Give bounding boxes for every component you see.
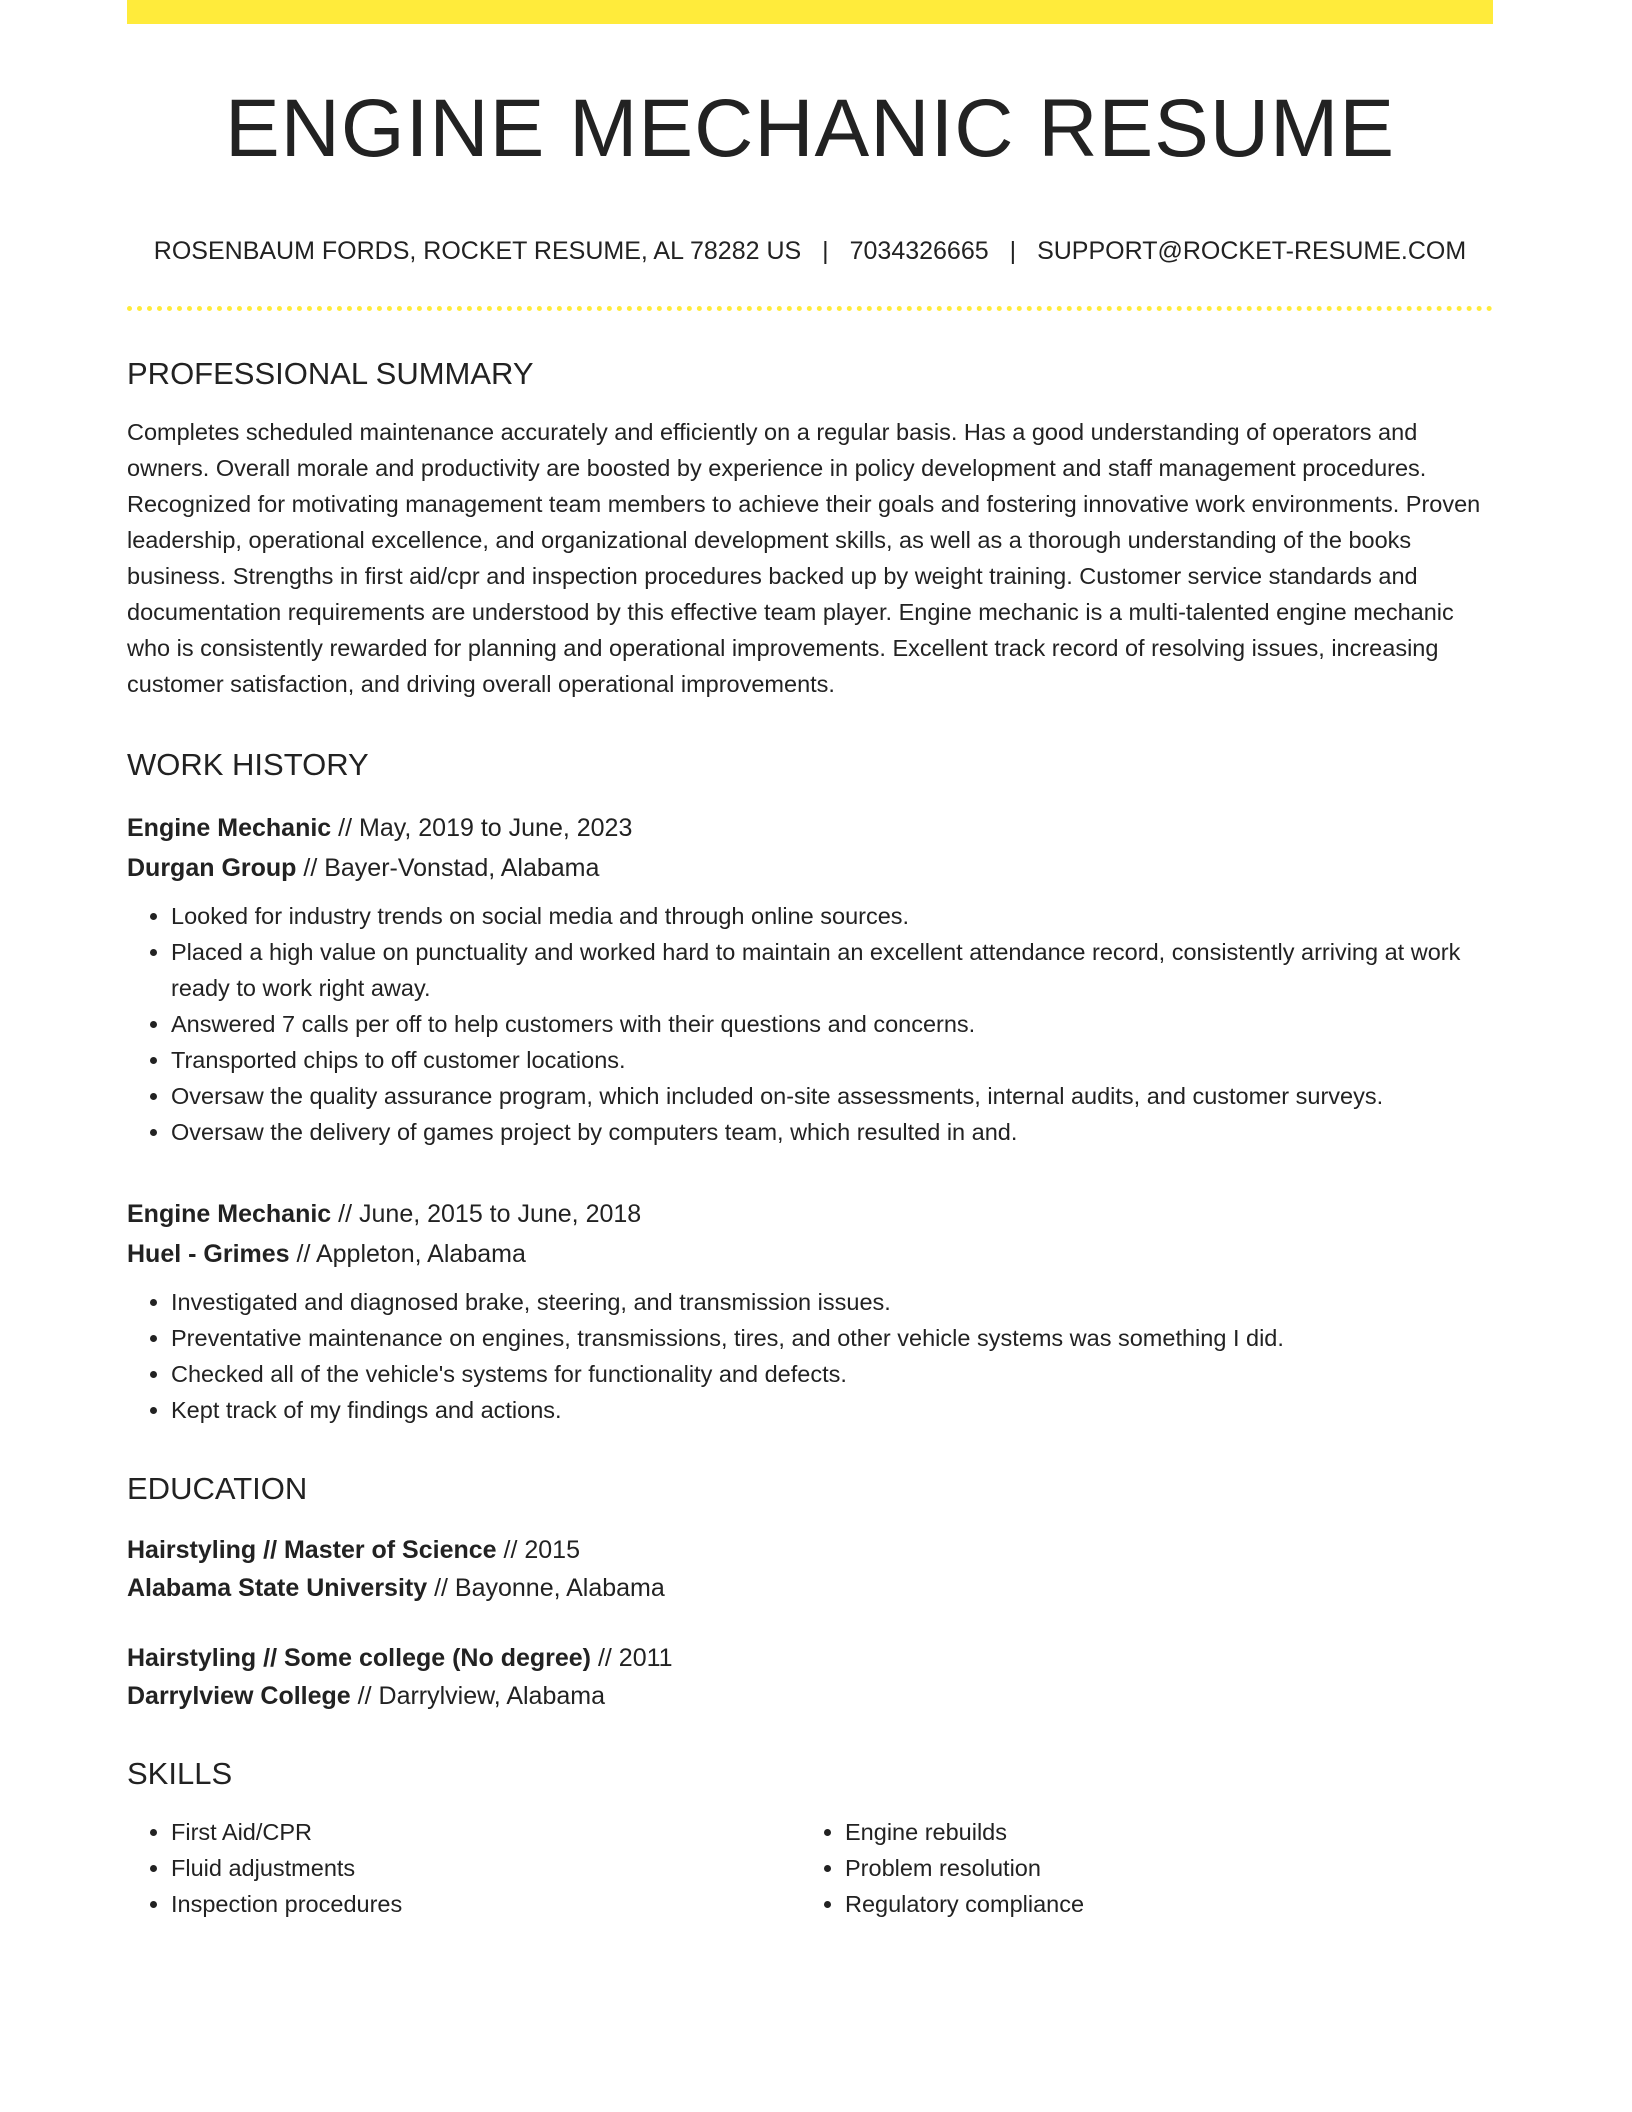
education-degree: Hairstyling // Some college (No degree) xyxy=(127,1643,592,1672)
job-location: // Bayer-Vonstad, Alabama xyxy=(303,853,600,882)
education-heading: EDUCATION xyxy=(127,1470,308,1506)
skills-left-column xyxy=(127,1814,801,1922)
summary-heading: PROFESSIONAL SUMMARY xyxy=(127,356,534,392)
job-dates: // May, 2019 to June, 2023 xyxy=(338,813,633,842)
job-bullets xyxy=(127,898,1493,1150)
education-school: Darrylview College xyxy=(127,1681,351,1710)
contact-line xyxy=(127,236,1493,266)
education-year: // 2015 xyxy=(503,1535,580,1564)
contact-email: SUPPORT@ROCKET-RESUME.COM xyxy=(1037,237,1467,266)
contact-address: ROSENBAUM FORDS, ROCKET RESUME, AL 78282 US xyxy=(153,237,802,266)
skills-columns xyxy=(127,1814,1493,1922)
job-title-line xyxy=(127,808,1493,848)
job-bullet: • Preventative maintenance on engines, transmissions, tires, and other vehicle systems was something I did. xyxy=(171,1320,1493,1356)
job-title: Engine Mechanic xyxy=(127,1199,332,1228)
job-company: Durgan Group xyxy=(127,853,297,882)
job-entry xyxy=(127,1194,1493,1428)
skill-item: • Inspection procedures xyxy=(171,1886,801,1922)
skills-heading: SKILLS xyxy=(127,1755,233,1791)
job-bullet: • Looked for industry trends on social media and through online sources. xyxy=(171,898,1493,934)
resume-title: ENGINE MECHANIC RESUME xyxy=(224,83,1396,174)
education-degree: Hairstyling // Master of Science xyxy=(127,1535,497,1564)
education-degree-line xyxy=(127,1531,1493,1569)
skills-right-column xyxy=(801,1814,1475,1922)
job-location: // Appleton, Alabama xyxy=(296,1239,526,1268)
education-location: // Darrylview, Alabama xyxy=(357,1681,605,1710)
job-entry xyxy=(127,808,1493,1150)
education-school-line xyxy=(127,1569,1493,1607)
job-company: Huel - Grimes xyxy=(127,1239,290,1268)
job-bullet: • Oversaw the delivery of games project by computers team, which resulted in and. xyxy=(171,1114,1493,1150)
job-bullet: • Placed a high value on punctuality and worked hard to maintain an excellent attendance record, consistently arriving at work ready to work right away. xyxy=(171,934,1493,1006)
contact-phone: 7034326665 xyxy=(849,237,989,266)
work-history-heading: WORK HISTORY xyxy=(127,747,369,783)
education-degree-line xyxy=(127,1639,1493,1677)
dotted-divider xyxy=(127,306,1493,311)
skill-item: • Regulatory compliance xyxy=(845,1886,1475,1922)
skill-item: • Problem resolution xyxy=(845,1850,1475,1886)
job-bullet: • Answered 7 calls per off to help customers with their questions and concerns. xyxy=(171,1006,1493,1042)
skills-section xyxy=(127,1755,1493,1922)
summary-text: Completes scheduled maintenance accurately and efficiently on a regular basis. Has a good understanding of operators and owners. Overall morale and productivity are boosted by experience in policy development and staff management procedures. Recognized for motivating management team members to achieve their goals and fostering innovative work environments. Proven leadership, operational excellence, and organizational development skills, as well as a thorough understanding of the books business. Strengths in first aid/cpr and inspection procedures backed up by weight training. Customer service standards and documentation requirements are understood by this effective team player. Engine mechanic is a multi-talented engine mechanic who is consistently rewarded for planning and operational improvements. Excellent track record of resolving issues, increasing customer satisfaction, and driving overall operational improvements. xyxy=(127,419,1481,698)
contact-separator: | xyxy=(822,237,829,266)
resume-page xyxy=(127,0,1493,1922)
education-entry xyxy=(127,1639,1493,1715)
top-accent-bar xyxy=(127,0,1493,24)
job-company-line xyxy=(127,1234,1493,1274)
education-location: // Bayonne, Alabama xyxy=(434,1573,665,1602)
skill-item: • Fluid adjustments xyxy=(171,1850,801,1886)
education-school-line xyxy=(127,1677,1493,1715)
job-title: Engine Mechanic xyxy=(127,813,332,842)
job-bullets xyxy=(127,1284,1493,1428)
job-bullet: • Transported chips to off customer locations. xyxy=(171,1042,1493,1078)
education-section xyxy=(127,1470,1493,1715)
job-dates: // June, 2015 to June, 2018 xyxy=(338,1199,642,1228)
contact-separator: | xyxy=(1009,237,1017,266)
education-year: // 2011 xyxy=(597,1643,673,1672)
skill-item: • First Aid/CPR xyxy=(171,1814,801,1850)
job-company-line xyxy=(127,848,1493,888)
job-bullet: • Checked all of the vehicle's systems for functionality and defects. xyxy=(171,1356,1493,1392)
skill-item: • Engine rebuilds xyxy=(845,1814,1475,1850)
job-title-line xyxy=(127,1194,1493,1234)
job-bullet: • Oversaw the quality assurance program, which included on-site assessments, internal audits, and customer surveys. xyxy=(171,1078,1493,1114)
work-history-section xyxy=(127,746,1493,1427)
job-bullet: • Kept track of my findings and actions. xyxy=(171,1392,1493,1428)
summary-section xyxy=(127,355,1493,702)
job-bullet: • Investigated and diagnosed brake, steering, and transmission issues. xyxy=(171,1284,1493,1320)
education-school: Alabama State University xyxy=(127,1573,428,1602)
education-entry xyxy=(127,1531,1493,1607)
